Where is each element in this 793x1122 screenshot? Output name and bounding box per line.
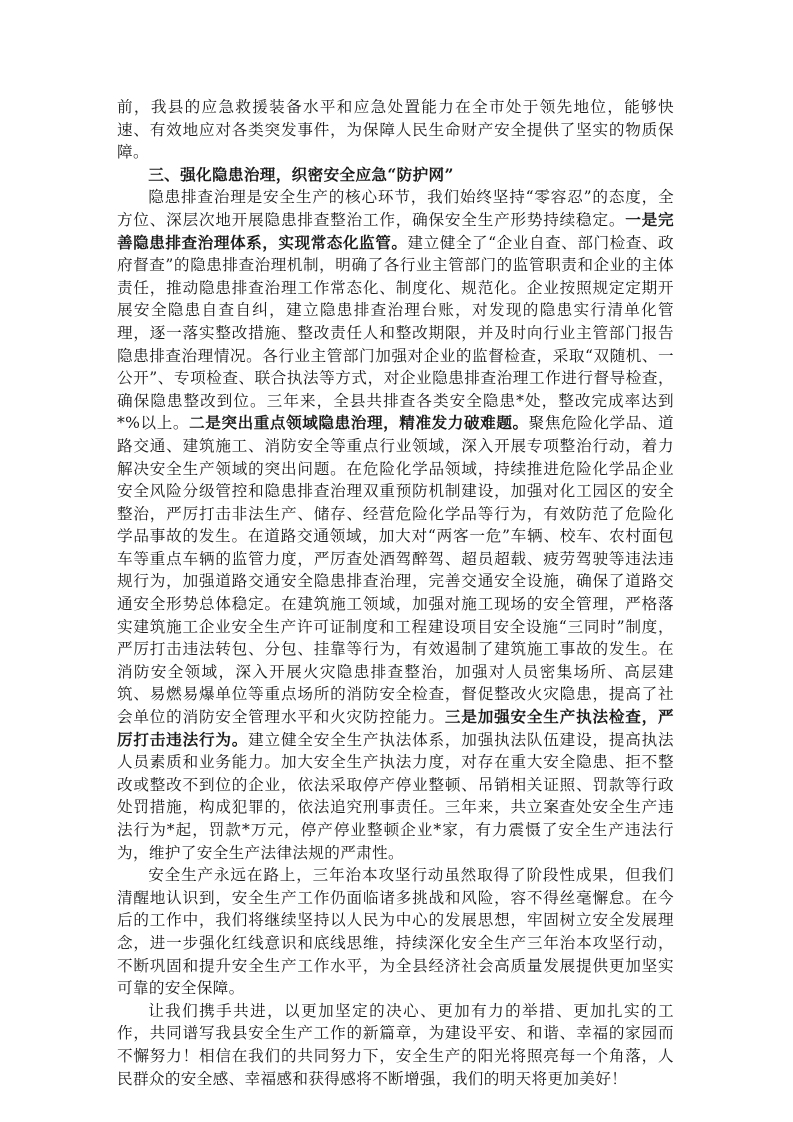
- section-heading-3: 三、强化隐患治理，织密安全应急“防护网”: [148, 164, 454, 184]
- point2-title: 二是突出重点领域隐患治理，精准发力破难题。: [189, 413, 529, 433]
- section3-lead: 隐患排查治理是安全生产的核心环节，我们始终坚持“零容忍”的态度，全方位、深层次地开展隐患排查整治工作，确保安全生产形势持续稳定。: [117, 188, 674, 229]
- section3-paragraph: [117, 186, 674, 864]
- point2-body: 聚焦危险化学品、道路交通、建筑施工、消防安全等重点行业领域，深入开展专项整治行动，着力解决安全生产领域的突出问题。在危险化学品领域，持续推进危险化学品企业安全风险分级管控和隐患排查治理双重预防机制建设，加强对化工园区的安全整治，严厉打击非法生产、储存、经营危险化学品等行为，有效防范了危险化学品事故的发生。在道路交通领域，加大对“两客一危”车辆、校车、农村面包车等重点车辆的监管力度，严厉查处酒驾醉驾、超员超载、疲劳驾驶等违法违规行为，加强道路交通安全隐患排查治理，完善交通安全设施，确保了道路交通安全形势总体稳定。在建筑施工领域，加强对施工现场的安全管理，严格落实建筑施工企业安全生产许可证制度和工程建设项目安全设施“三同时”制度，严厉打击违法转包、分包、挂靠等行为，有效遏制了建筑施工事故的发生。在消防安全领域，深入开展火灾隐患排查整治，加强对人员密集场所、高层建筑、易燃易爆单位等重点场所的消防安全检查，督促整改火灾隐患，提高了社会单位的消防安全管理水平和火灾防控能力。: [117, 414, 674, 727]
- intro-paragraph: 前，我县的应急救援装备水平和应急处置能力在全市处于领先地位，能够快速、有效地应对各类突发事件，为保障人民生命财产安全提供了坚实的物质保障。: [117, 98, 674, 162]
- point1-title: 一是完善隐患排查治理体系，实现常态化监管。: [117, 209, 674, 252]
- point1-body: 建立健全了“企业自查、部门检查、政府督查”的隐患排查治理机制，明确了各行业主管部门的监管职责和企业的主体责任，推动隐患排查治理工作常态化、制度化、规范化。企业按照规定定期开展安全隐患自查自纠，建立隐患排查治理台账，对发现的隐患实行清单化管理，逐一落实整改措施、整改责任人和整改期限，并及时向行业主管部门报告隐患排查治理情况。各行业主管部门加强对企业的监督检查，采取“双随机、一公开”、专项检查、联合执法等方式，对企业隐患排查治理工作进行督导检查，确保隐患整改到位。三年来，全县共排查各类安全隐患*处，整改完成率达到*%以上。: [117, 233, 674, 433]
- point3-title: 三是加强安全生产执法检查，严厉打击违法行为。: [117, 707, 674, 749]
- point3-body: 建立健全安全生产执法体系，加强执法队伍建设，提高执法人员素质和业务能力。加大安全生产执法力度，对存在重大安全隐患、拒不整改或整改不到位的企业，依法采取停产停业整顿、吊销相关证照、罚款等行政处罚措施，构成犯罪的，依法追究刑事责任。三年来，共立案查处安全生产违法行为*起，罚款*万元，停产停业整顿企业*家，有力震慑了安全生产违法行为，维护了安全生产法律法规的严肃性。: [117, 730, 674, 862]
- document-body: [117, 96, 674, 1090]
- closing-paragraph-2: 让我们携手共进，以更加坚定的决心、更加有力的举措、更加扎实的工作，共同谱写我县安全生产工作的新篇章，为建设平安、和谐、幸福的家园而不懈努力！相信在我们的共同努力下，安全生产的阳光将照亮每一个角落，人民群众的安全感、幸福感和获得感将不断增强，我们的明天将更加美好！: [117, 1001, 674, 1088]
- closing-paragraph-1: 安全生产永远在路上，三年治本攻坚行动虽然取得了阶段性成果，但我们清醒地认识到，安全生产工作仍面临诸多挑战和风险，容不得丝毫懈怠。在今后的工作中，我们将继续坚持以人民为中心的发展思想，牢固树立安全发展理念，进一步强化红线意识和底线思维，持续深化安全生产三年治本攻坚行动，不断巩固和提升安全生产工作水平，为全县经济社会高质量发展提供更加坚实可靠的安全保障。: [117, 866, 674, 998]
